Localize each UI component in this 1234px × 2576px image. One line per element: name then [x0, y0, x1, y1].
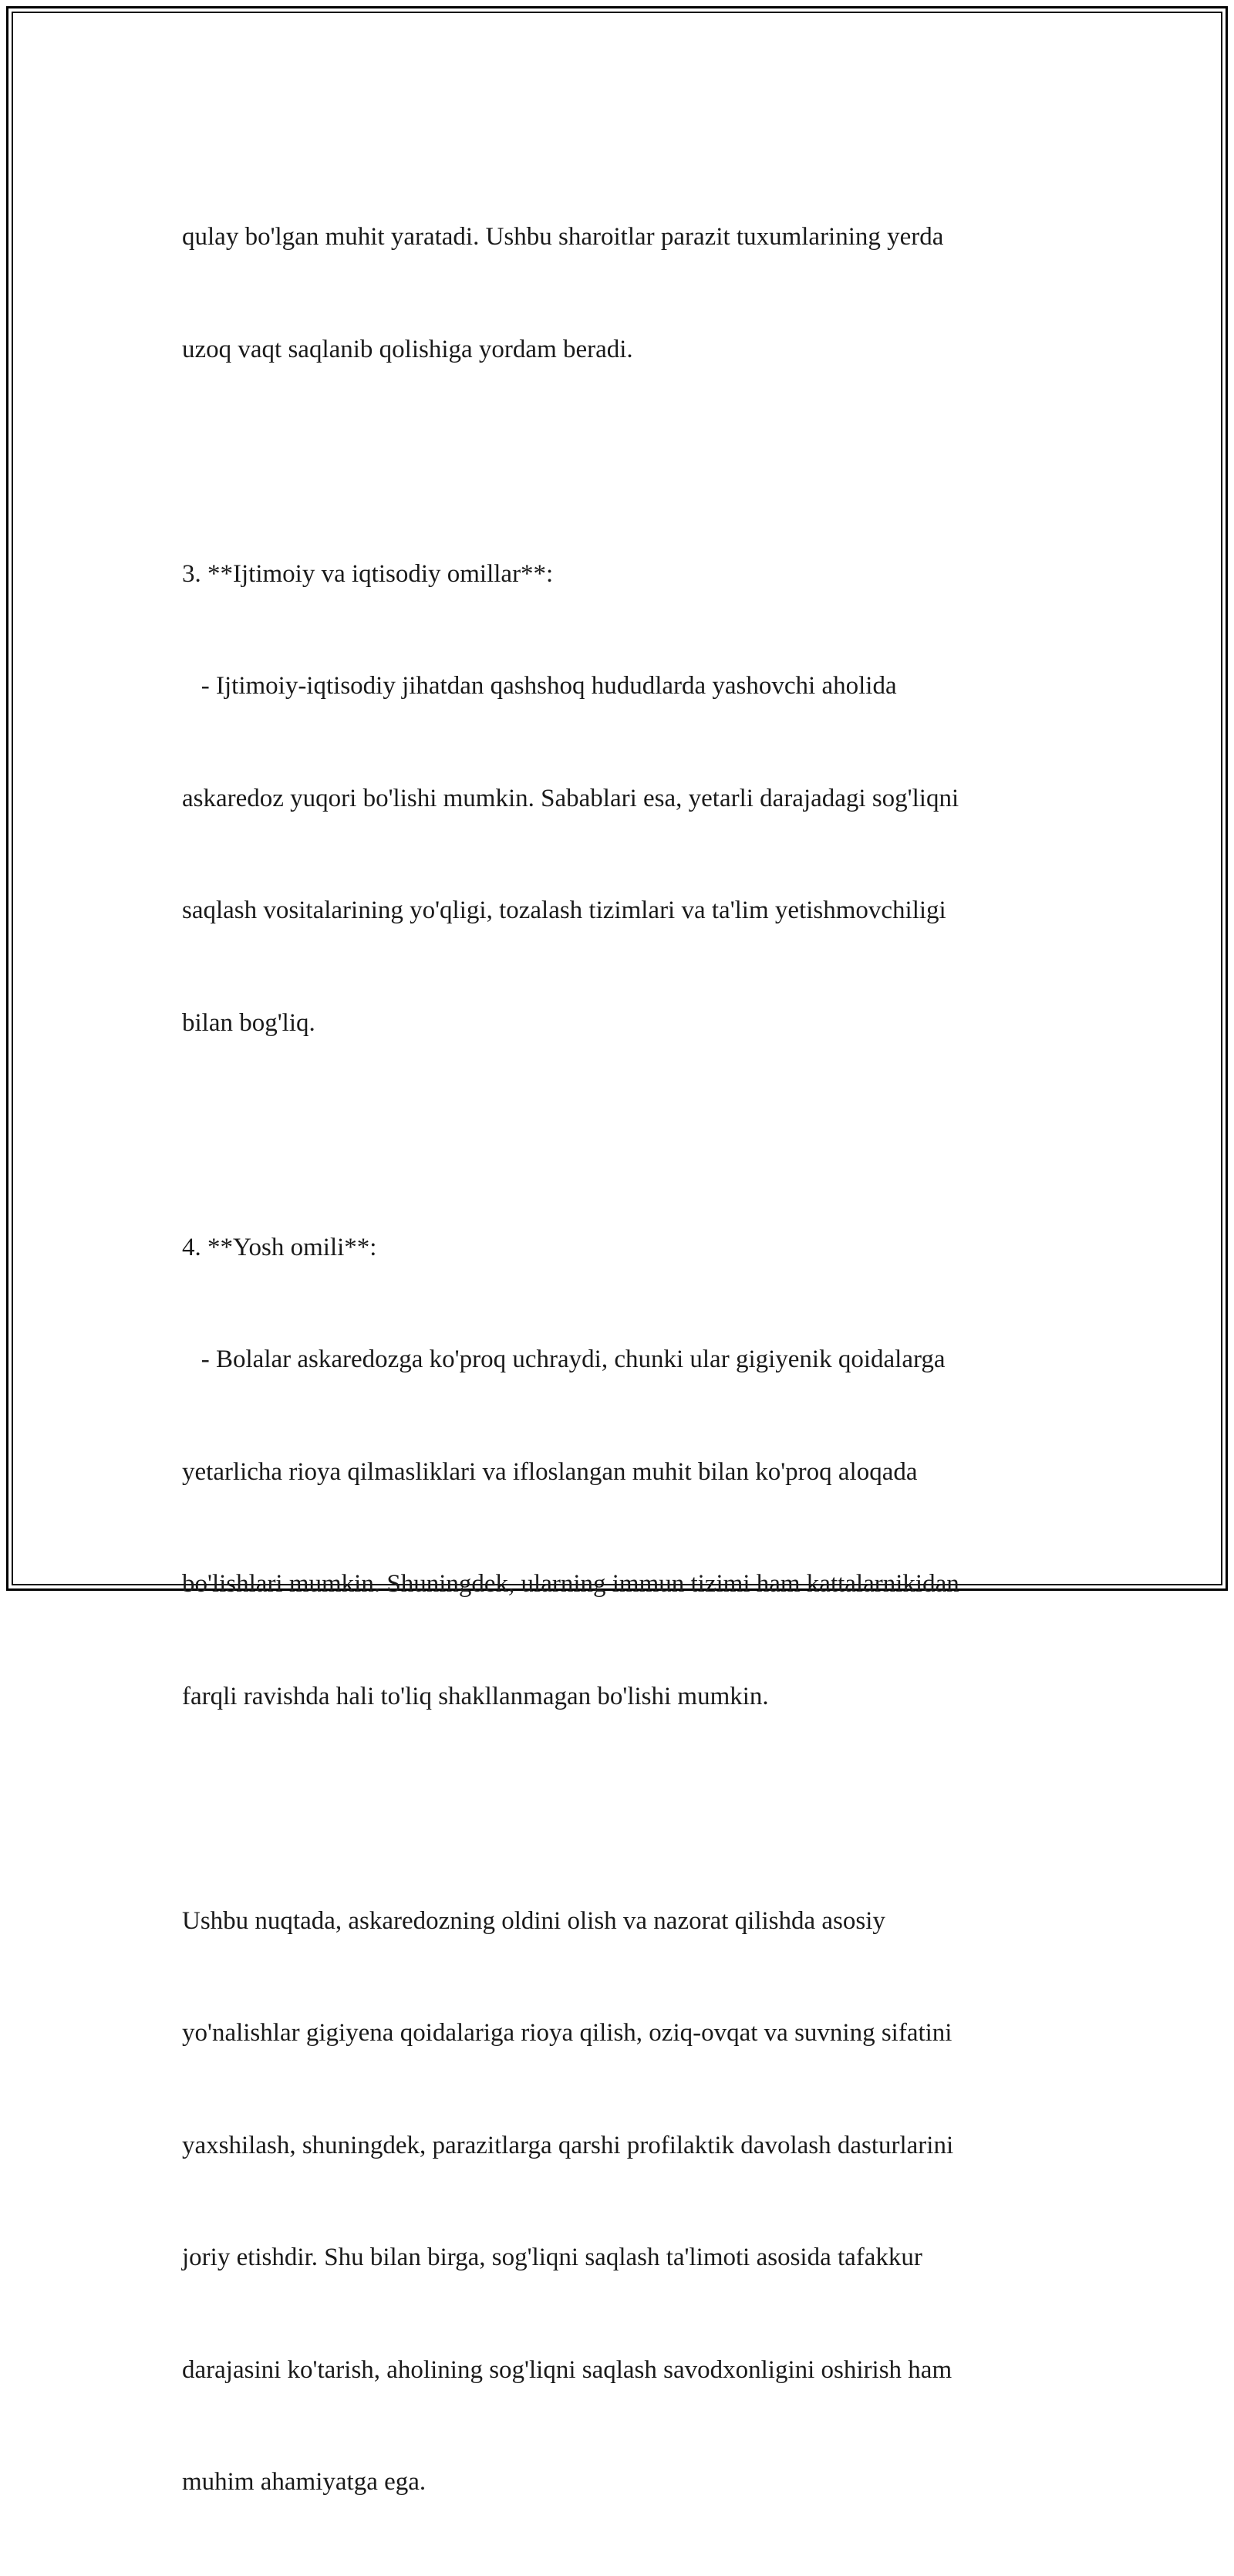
text-line: bilan bog'liq. [182, 1008, 315, 1037]
paragraph-gap [182, 1116, 1061, 1154]
text-line: darajasini ko'tarish, aholining sog'liqni saqlash savodxonligini oshirish ham [182, 2355, 952, 2384]
section-heading: 4. **Yosh omili**: [182, 1233, 377, 1261]
section-heading: 3. **Ijtimoiy va iqtisodiy omillar**: [182, 559, 554, 588]
text-line: saqlash vositalarining yo'qligi, tozalash tizimlari va ta'lim yetishmovchiligi [182, 896, 946, 924]
text-line: askaredoz yuqori bo'lishi mumkin. Sabablari esa, yetarli darajadagi sog'liqni [182, 784, 959, 812]
section-4 [182, 1154, 1061, 1791]
text-line: yetarlicha rioya qilmasliklari va ifloslangan muhit bilan ko'proq aloqada [182, 1457, 918, 1486]
text-line: - Bolalar askaredozga ko'proq uchraydi, chunki ular gigiyenik qoidalarga [182, 1345, 946, 1373]
document-body [182, 143, 1061, 2576]
text-line: bo'lishlari mumkin. Shuningdek, ularning immun tizimi ham kattalarnikidan [182, 1570, 959, 1598]
text-line: joriy etishdir. Shu bilan birga, sog'liqni saqlash ta'limoti asosida tafakkur [182, 2243, 922, 2271]
text-line: yaxshilash, shuningdek, parazitlarga qarshi profilaktik davolash dasturlarini [182, 2131, 954, 2159]
text-line: yo'nalishlar gigiyena qoidalariga rioya qilish, oziq-ovqat va suvning sifatini [182, 2019, 952, 2047]
section-3 [182, 481, 1061, 1117]
paragraph-gap [182, 1790, 1061, 1828]
text-line: farqli ravishda hali to'liq shakllanmagan bo'lishi mumkin. [182, 1682, 769, 1710]
text-line: - Ijtimoiy-iqtisodiy jihatdan qashshoq hududlarda yashovchi aholida [182, 672, 897, 700]
text-line: muhim ahamiyatga ega. [182, 2468, 427, 2496]
paragraph-continuation [182, 143, 1061, 443]
text-line: Ushbu nuqtada, askaredozning oldini olish va nazorat qilishda asosiy [182, 1906, 885, 1935]
paragraph-gap [182, 443, 1061, 481]
text-line: qulay bo'lgan muhit yaratadi. Ushbu sharoitlar parazit tuxumlarining yerda [182, 223, 944, 251]
conclusion-paragraph [182, 1828, 1061, 2576]
text-line: uzoq vaqt saqlanib qolishiga yordam beradi. [182, 335, 633, 363]
